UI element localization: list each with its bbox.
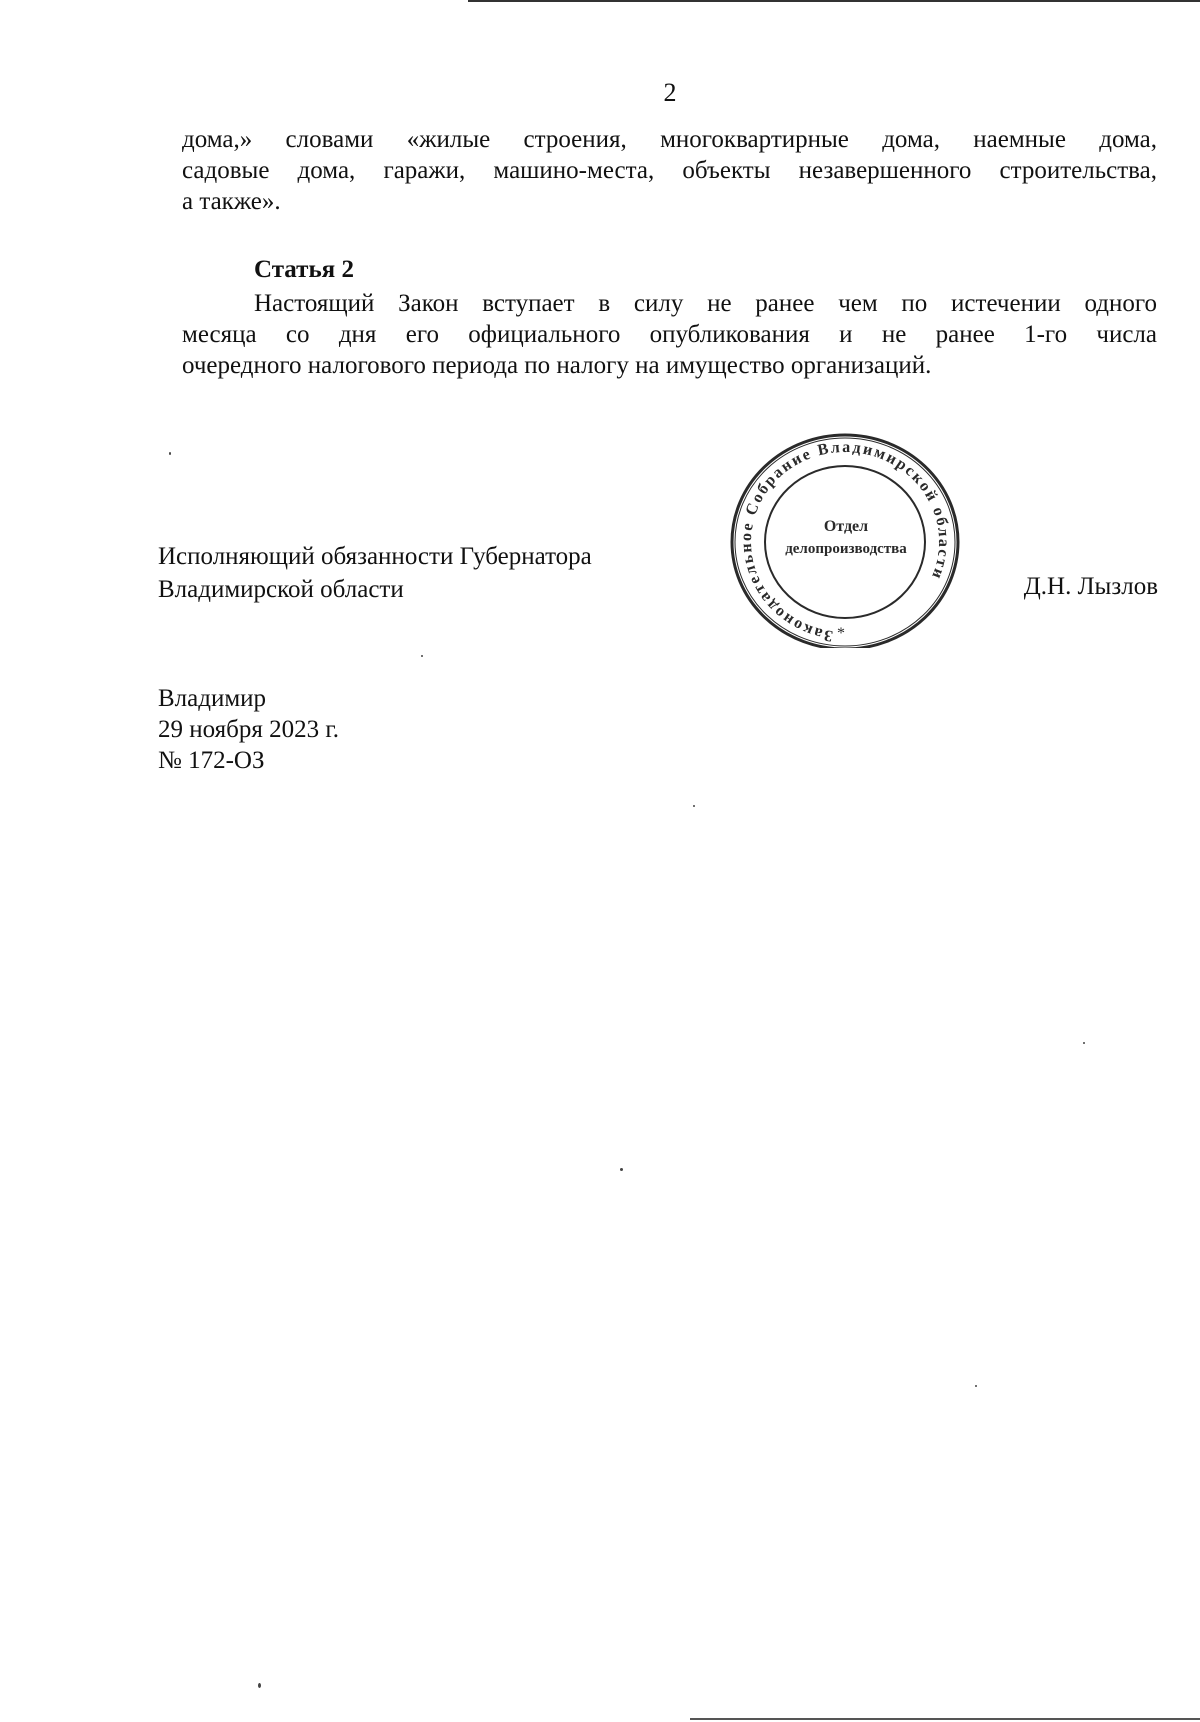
stamp-center-line: Отдел [823, 518, 869, 535]
official-seal-stamp [728, 428, 962, 648]
signing-city: Владимир [158, 685, 267, 712]
signer-name: Д.Н. Лызлов [1023, 573, 1158, 600]
scan-speck [693, 805, 695, 807]
scan-speck [169, 452, 171, 455]
article-line: Настоящий Закон вступает в силу не ранее чем по истечении одного [254, 290, 1157, 317]
scan-speck [620, 1168, 623, 1171]
paragraph-line: дома,» словами «жилые строения, многоквартирные дома, наемные дома, [182, 126, 1157, 153]
paragraph-line: а также». [182, 188, 281, 215]
article-title: Статья 2 [254, 256, 354, 283]
top-border-line [468, 0, 1200, 2]
scan-speck [975, 1385, 977, 1387]
stamp-ring-text: Законодательное Собрание Владимирской области [737, 438, 953, 645]
signing-place-date [158, 683, 339, 776]
article-line: очередного налогового периода по налогу на имущество организаций. [182, 352, 932, 379]
scan-speck [258, 1683, 261, 1688]
bottom-border-line [690, 1718, 1200, 1720]
article-2-text [182, 288, 1157, 381]
stamp-star: * [837, 625, 845, 642]
signer-position-line: Исполняющий обязанности Губернатора [158, 543, 592, 570]
law-number: № 172-ОЗ [158, 747, 265, 774]
stamp-center-line: делопроизводства [785, 541, 907, 557]
paragraph-continuation [182, 124, 1157, 217]
article-line: месяца со дня его официального опубликования и не ранее 1-го числа [182, 321, 1157, 348]
signer-position [158, 540, 592, 606]
scan-speck [421, 655, 423, 657]
page-number: 2 [663, 78, 677, 107]
signer-position-line: Владимирской области [158, 576, 404, 603]
scan-speck [1083, 1042, 1085, 1044]
paragraph-line: садовые дома, гаражи, машино-места, объекты незавершенного строительства, [182, 157, 1157, 184]
signing-date: 29 ноября 2023 г. [158, 716, 340, 743]
